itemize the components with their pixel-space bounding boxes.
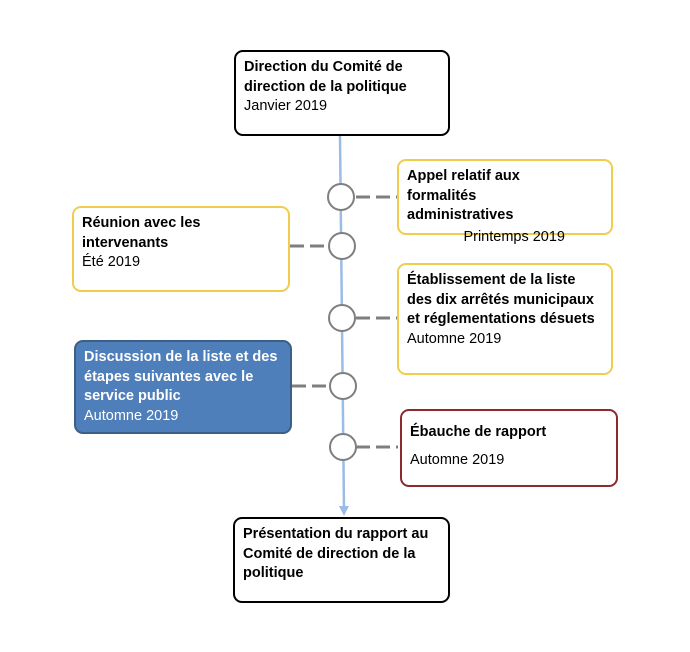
milestone-discussion	[74, 340, 292, 434]
milestone-reunion	[72, 206, 290, 292]
end-box	[233, 517, 450, 603]
milestone-appel-date: Printemps 2019	[463, 228, 565, 245]
end-title: Présentation du rapport au Comité de direction de la politique	[243, 526, 429, 581]
timeline-node-appel	[328, 184, 354, 210]
milestone-reunion-title: Réunion avec les intervenants	[82, 215, 201, 251]
milestone-etablissement	[397, 263, 613, 375]
milestone-discussion-title: Discussion de la liste et des étapes suivantes avec le service public	[84, 349, 278, 404]
milestone-appel	[397, 159, 613, 245]
milestone-etablissement-title: Établissement de la liste des dix arrêtés municipaux et réglementations désuets	[407, 272, 595, 327]
timeline-node-etablissement	[329, 305, 355, 331]
start-date: Janvier 2019	[244, 98, 328, 114]
milestone-discussion-date: Automne 2019	[84, 407, 179, 424]
timeline-node-reunion	[329, 233, 355, 259]
timeline-node-discussion	[330, 373, 356, 399]
milestone-reunion-date: Été 2019	[82, 254, 141, 270]
milestone-etablissement-date: Automne 2019	[407, 330, 502, 347]
milestone-ebauche-title: Ébauche de rapport	[410, 424, 547, 440]
start-title: Direction du Comité de direction de la politique	[244, 59, 407, 95]
start-box	[234, 50, 450, 136]
milestone-ebauche	[400, 409, 618, 487]
timeline-node-ebauche	[330, 434, 356, 460]
milestone-appel-title: Appel relatif aux formalités administratives	[407, 168, 520, 223]
milestone-ebauche-date: Automne 2019	[410, 451, 505, 468]
